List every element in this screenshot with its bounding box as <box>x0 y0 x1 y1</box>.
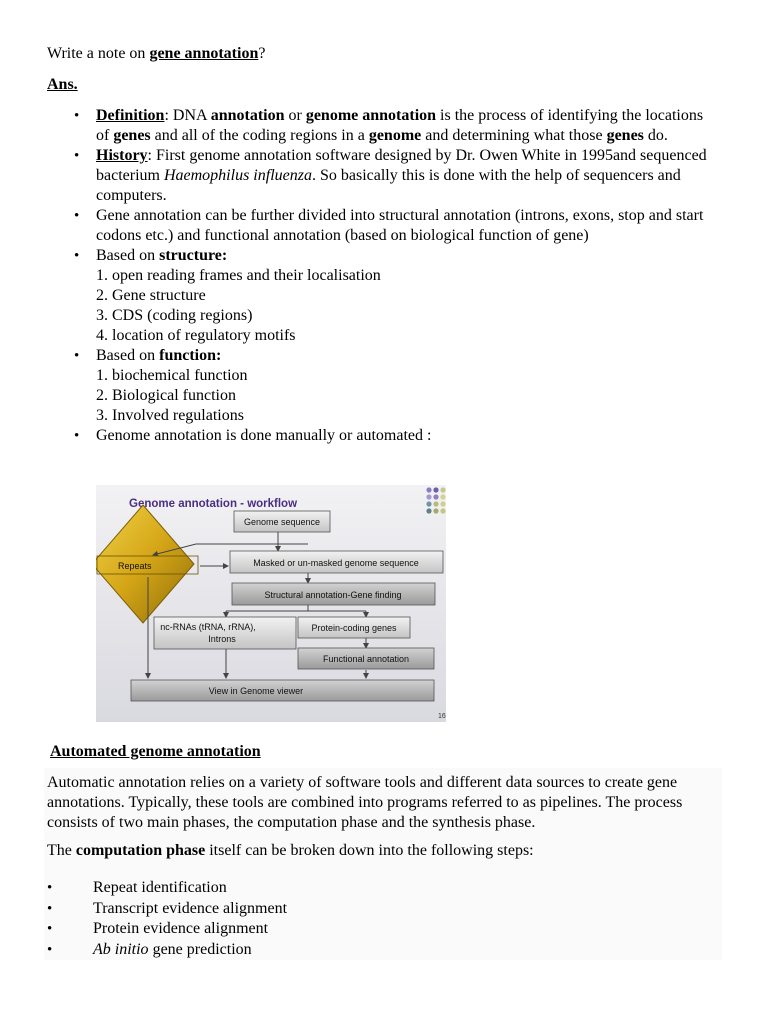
step-item: • Repeat identification <box>0 878 287 899</box>
step-item: • Protein evidence alignment <box>0 919 287 940</box>
function-item: 2. Biological function <box>96 387 236 404</box>
genome-sequence-label: Genome sequence <box>243 517 321 527</box>
structure-item: 3. CDS (coding regions) <box>96 307 253 324</box>
bullet-function: • Based on function: 1. biochemical function 2. Biological function 3. Involved regulations <box>0 346 720 426</box>
ncrna-label-line1: nc-RNAs (tRNA, rRNA), <box>160 622 256 632</box>
functional-annotation-label: Functional annotation <box>322 654 410 664</box>
answer-label: Ans. <box>47 76 78 93</box>
structure-item: 4. location of regulatory motifs <box>96 327 296 344</box>
figure-title: Genome annotation - workflow <box>129 498 298 510</box>
protein-coding-label: Protein-coding genes <box>311 623 397 633</box>
workflow-figure <box>96 485 446 722</box>
structure-item: 1. open reading frames and their localisation <box>96 267 381 284</box>
computation-phase-line: The computation phase itself can be broken down into the following steps: <box>47 842 534 859</box>
masked-sequence-label: Masked or un-masked genome sequence <box>253 558 419 568</box>
structure-item: 2. Gene structure <box>96 287 206 304</box>
step-item: • Ab initio gene prediction <box>0 940 287 961</box>
bullet-manual: • Genome annotation is done manually or automated : <box>0 426 720 446</box>
computation-steps-list <box>0 878 287 960</box>
function-item: 3. Involved regulations <box>96 407 244 424</box>
step-item: • Transcript evidence alignment <box>0 899 287 920</box>
function-item: 1. biochemical function <box>96 367 248 384</box>
question-line: Write a note on gene annotation? <box>47 45 266 62</box>
bullet-structure: • Based on structure: 1. open reading frames and their localisation 2. Gene structure 3. CDS (coding regions) 4. location of regulatory motifs <box>0 246 720 346</box>
slide-number: 16 <box>438 713 446 720</box>
bullet-divided: • Gene annotation can be further divided into structural annotation (introns, exons, stop and start codons etc.) and functional annotation (based on biological function of gene) <box>0 206 720 246</box>
structural-annotation-label: Structural annotation-Gene finding <box>264 590 402 600</box>
bullet-history: • History: First genome annotation software designed by Dr. Owen White in 1995and sequenced bacterium Haemophilus influenza. So basically this is done with the help of sequencers and computers. <box>0 146 720 206</box>
automated-paragraph: Automatic annotation relies on a variety of software tools and different data sources to create gene annotations. Typically, these tools are combined into programs referred to as pipelines. The process consists of two main phases, the computation phase and the synthesis phase. <box>47 774 683 831</box>
genome-viewer-label: View in Genome viewer <box>208 686 304 696</box>
bullet-definition: • Definition: DNA annotation or genome annotation is the process of identifying the locations of genes and all of the coding regions in a genome and determining what those genes do. <box>0 106 720 146</box>
automated-heading: Automated genome annotation <box>50 743 261 760</box>
question-topic: gene annotation <box>149 45 259 62</box>
ncrna-label-line2: Introns <box>208 634 236 644</box>
repeats-label: Repeats <box>118 561 152 571</box>
answer-bullet-list <box>0 106 720 446</box>
